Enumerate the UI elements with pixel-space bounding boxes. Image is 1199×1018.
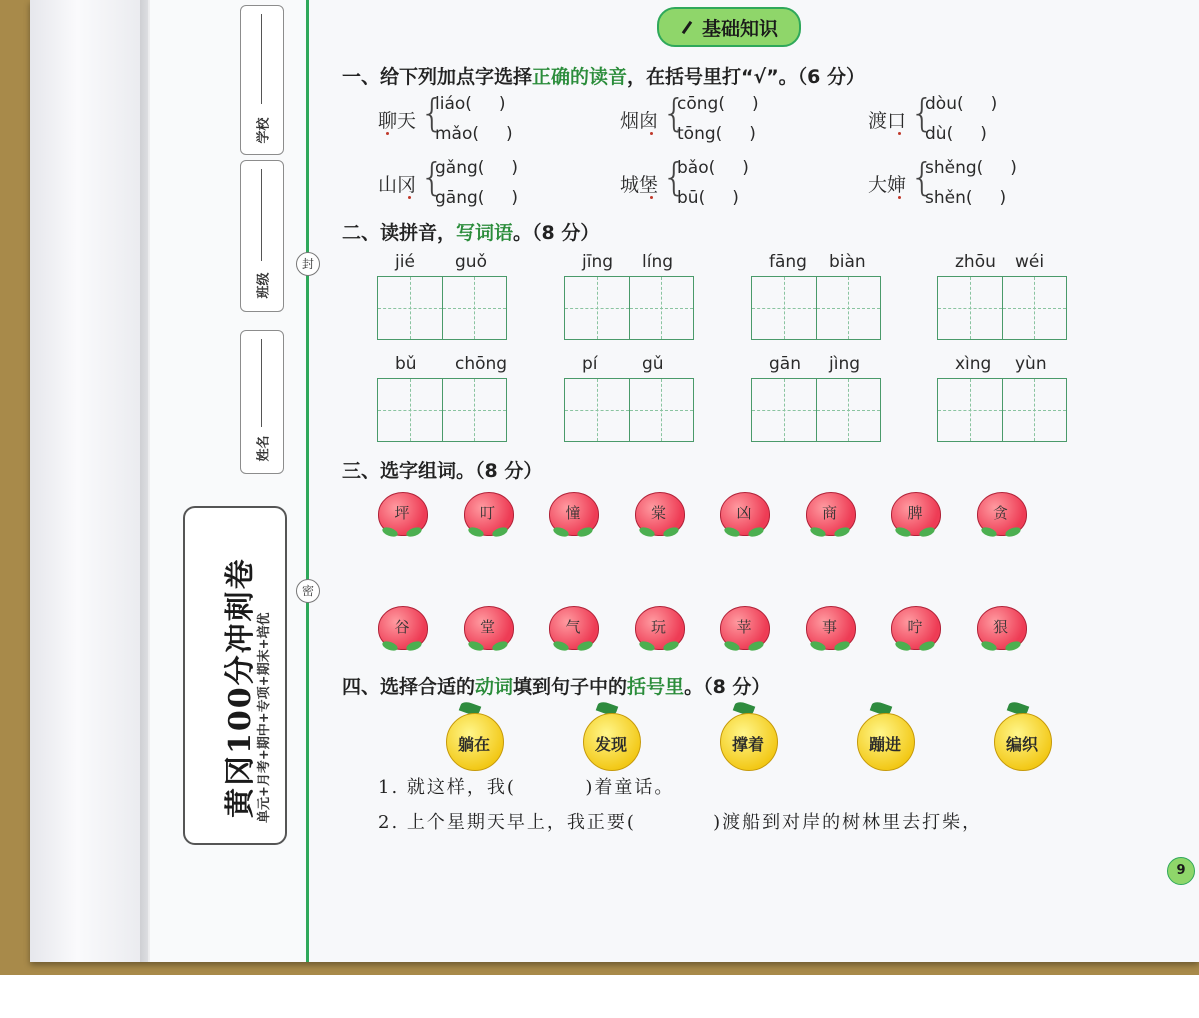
class-write-line [261, 169, 262, 261]
section4-highlight-bracket: 括号里 [627, 676, 685, 698]
pinyin-syllable: yùn [1015, 354, 1047, 374]
section4-mid: 填到句子中的 [513, 676, 628, 698]
peach-character[interactable] [464, 606, 512, 656]
reading-option[interactable]: liáo( ) [435, 94, 506, 114]
class-field[interactable] [240, 160, 284, 312]
peach-char-label: 叮 [479, 504, 495, 522]
peach-char-label: 憧 [565, 504, 581, 522]
peach-character[interactable] [806, 492, 854, 542]
name-label: 姓名 [256, 435, 272, 462]
writing-grid[interactable] [377, 276, 507, 340]
verb-label: 编织 [1005, 735, 1038, 754]
pinyin-syllable: gān [769, 354, 801, 374]
emphasis-dot [898, 132, 901, 135]
brace-mark: { [662, 155, 687, 199]
peach-char-label: 凶 [736, 504, 752, 522]
name-field[interactable] [240, 330, 284, 474]
reading-option[interactable]: gǎng( ) [435, 158, 519, 178]
peach-char-label: 堂 [479, 618, 495, 636]
grid-cell[interactable] [378, 379, 443, 441]
brace-mark: { [420, 155, 445, 199]
grid-cell[interactable] [1003, 277, 1067, 339]
emphasis-dot [650, 196, 653, 199]
pinyin-syllable: bǔ [395, 354, 417, 374]
section4-prefix: 四、选择合适的 [342, 676, 476, 698]
pinyin-syllable: gǔ [642, 354, 664, 374]
peach-character[interactable] [977, 492, 1025, 542]
section2-prefix: 二、读拼音， [342, 222, 457, 244]
writing-grid[interactable] [564, 276, 694, 340]
section4-highlight-verb: 动词 [475, 676, 514, 698]
peach-char-label: 坪 [394, 504, 410, 522]
pinyin-syllable: biàn [829, 252, 866, 272]
brace-mark: { [910, 155, 935, 199]
section4-heading [342, 672, 770, 699]
section1-heading [342, 62, 865, 89]
writing-grid[interactable] [937, 276, 1067, 340]
verb-orange[interactable] [716, 703, 780, 769]
emphasis-dot [650, 132, 653, 135]
section-banner [657, 7, 801, 47]
pinyin-syllable: fāng [769, 252, 807, 272]
school-write-line [261, 14, 262, 104]
grid-cell[interactable] [817, 379, 881, 441]
pinyin-syllable: jīng [582, 252, 614, 272]
brace-mark: { [910, 91, 935, 135]
pinyin-syllable: jìng [829, 354, 861, 374]
peach-char-label: 苹 [736, 618, 752, 636]
item-word: 大婶 [868, 174, 907, 196]
brand-title: 黄冈100分冲刺卷 [223, 557, 258, 818]
verb-orange[interactable] [990, 703, 1054, 769]
sentence-2: 2. 上个星期天早上，我正要( )渡船到对岸的树林里去打柴， [378, 812, 983, 833]
peach-character[interactable] [378, 492, 426, 542]
emphasis-dot [898, 196, 901, 199]
school-field[interactable] [240, 5, 284, 155]
peach-char-label: 气 [565, 618, 581, 636]
reading-option[interactable]: bǎo( ) [677, 158, 749, 178]
banner-title: 基础知识 [701, 17, 778, 40]
peach-character[interactable] [891, 606, 939, 656]
reading-option[interactable]: shěn( ) [925, 188, 1007, 208]
pinyin-syllable: pí [582, 354, 598, 374]
section2-suffix: 。（8 分） [513, 222, 600, 244]
peach-char-label: 事 [821, 618, 837, 636]
peach-character[interactable] [720, 606, 768, 656]
section4-suffix: 。（8 分） [684, 676, 771, 698]
peach-char-label: 咛 [907, 618, 923, 636]
section1-highlight: 正确的读音 [532, 66, 628, 88]
verb-label: 发现 [594, 735, 627, 754]
section2-heading [342, 218, 599, 245]
writing-grid[interactable] [751, 276, 881, 340]
grid-cell[interactable] [565, 277, 630, 339]
reading-option[interactable]: shěng( ) [925, 158, 1017, 178]
grid-cell[interactable] [1003, 379, 1067, 441]
peach-character[interactable] [635, 606, 683, 656]
pinyin-syllable: zhōu [955, 252, 996, 272]
grid-cell[interactable] [630, 379, 694, 441]
grid-cell[interactable] [443, 379, 507, 441]
item-word: 聊天 [378, 110, 417, 132]
reading-option[interactable]: dòu( ) [925, 94, 998, 114]
pinyin-syllable: líng [642, 252, 674, 272]
peach-char-label: 商 [821, 504, 837, 522]
peach-character[interactable] [635, 492, 683, 542]
verb-orange[interactable] [579, 703, 643, 769]
peach-character[interactable] [806, 606, 854, 656]
verb-orange[interactable] [853, 703, 917, 769]
grid-cell[interactable] [752, 379, 817, 441]
pencil-icon [682, 20, 692, 33]
worksheet-content [310, 0, 1199, 962]
writing-grid[interactable] [564, 378, 694, 442]
pinyin-syllable: guǒ [455, 252, 487, 272]
peach-char-label: 玩 [650, 618, 666, 636]
writing-grid[interactable] [937, 378, 1067, 442]
section2-highlight: 写词语 [456, 222, 514, 244]
brand-subtitle: 单元+月考+期中+专项+期末+培优 [257, 612, 272, 823]
emphasis-dot [386, 132, 389, 135]
grid-cell[interactable] [630, 277, 694, 339]
book-binding [30, 0, 148, 962]
peach-char-label: 谷 [394, 618, 410, 636]
peach-character[interactable] [549, 606, 597, 656]
peach-char-label: 棠 [650, 504, 666, 522]
emphasis-dot [408, 196, 411, 199]
grid-cell[interactable] [817, 277, 881, 339]
peach-character[interactable] [464, 492, 512, 542]
peach-character[interactable] [549, 492, 597, 542]
peach-char-label: 狠 [992, 618, 1008, 636]
school-label: 学校 [256, 117, 272, 144]
grid-cell[interactable] [938, 277, 1003, 339]
peach-char-label: 脾 [907, 504, 923, 522]
reading-option[interactable]: gāng( ) [435, 188, 519, 208]
writing-grid[interactable] [377, 378, 507, 442]
page-number: 9 [1167, 857, 1195, 885]
class-label: 班级 [256, 272, 272, 299]
section1-prefix: 一、给下列加点字选择 [342, 66, 533, 88]
reading-option[interactable]: tōng( ) [677, 124, 756, 144]
brand-panel [183, 506, 287, 845]
section1-suffix: ，在括号里打“√”。（6 分） [627, 66, 866, 88]
grid-cell[interactable] [565, 379, 630, 441]
item-word: 烟囱 [620, 110, 659, 132]
binding-line [306, 0, 309, 962]
item-word: 城堡 [620, 174, 659, 196]
brace-mark: { [662, 91, 687, 135]
verb-label: 躺在 [457, 735, 490, 754]
grid-cell[interactable] [752, 277, 817, 339]
grid-cell[interactable] [378, 277, 443, 339]
brace-mark: { [420, 91, 445, 135]
pinyin-syllable: jié [395, 252, 415, 272]
section3-heading: 三、选字组词。（8 分） [342, 460, 543, 482]
seal-mark-bottom: 密 [296, 579, 320, 603]
reading-option[interactable]: bū( ) [677, 188, 739, 208]
verb-label: 蹦进 [868, 735, 901, 754]
sentence-1: 1. 就这样，我( )着童话。 [378, 777, 675, 798]
peach-character[interactable] [720, 492, 768, 542]
item-word: 渡口 [868, 110, 907, 132]
grid-cell[interactable] [443, 277, 507, 339]
seal-mark-top: 封 [296, 252, 320, 276]
peach-character[interactable] [891, 492, 939, 542]
pinyin-syllable: xìng [955, 354, 992, 374]
name-write-line [261, 339, 262, 427]
grid-cell[interactable] [938, 379, 1003, 441]
reading-option[interactable]: dù( ) [925, 124, 987, 144]
reading-option[interactable]: cōng( ) [677, 94, 759, 114]
peach-character[interactable] [378, 606, 426, 656]
verb-label: 撑着 [731, 735, 764, 754]
item-word: 山冈 [378, 174, 417, 196]
pinyin-syllable: wéi [1015, 252, 1045, 272]
writing-grid[interactable] [751, 378, 881, 442]
verb-orange[interactable] [442, 703, 506, 769]
reading-option[interactable]: mǎo( ) [435, 124, 513, 144]
pinyin-syllable: chōng [455, 354, 508, 374]
peach-char-label: 贪 [992, 504, 1008, 522]
peach-character[interactable] [977, 606, 1025, 656]
